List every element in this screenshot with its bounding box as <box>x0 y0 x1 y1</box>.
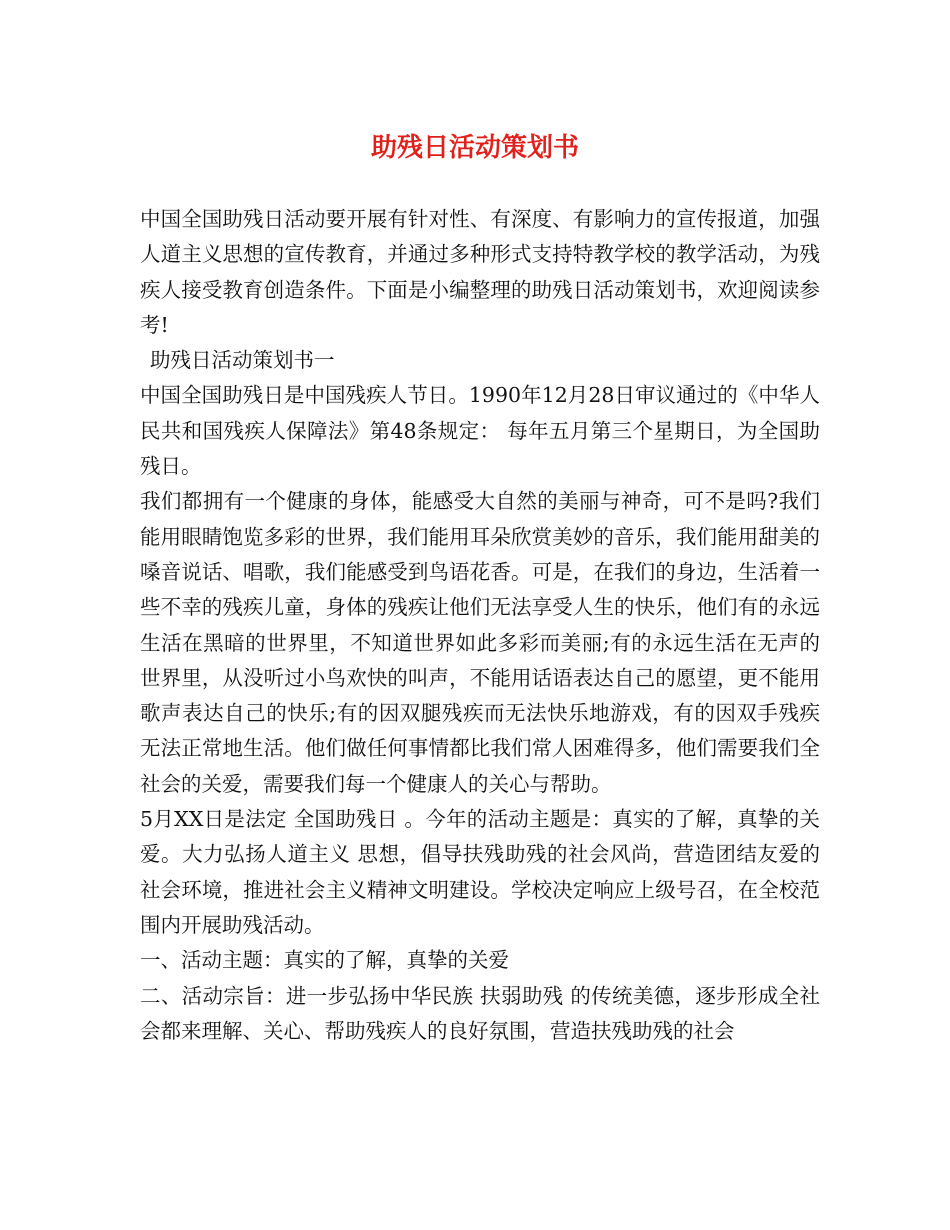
paragraph-activity-theme: 一、活动主题：真实的了解，真挚的关爱 <box>140 948 509 973</box>
paragraph-healthy-body: 我们都拥有一个健康的身体，能感受大自然的美丽与神奇，可不是吗?我们能用眼睛饱览多彩的世界，我们能用耳朵欣赏美妙的音乐，我们能用甜美的嗓音说话、唱歌，我们能感受到鸟语花香。可是，在我们的身边，生活着一些不幸的残疾儿童，身体的残疾让他们无法享受人生的快乐，他们有的永远生活在黑暗的世界里，不知道世界如此多彩而美丽;有的永远生活在无声的世界里，从没听过小鸟欢快的叫声，不能用话语表达自己的愿望，更不能用歌声表达自己的快乐;有的因双腿残疾而无法快乐地游戏，有的因双手残疾无法正常地生活。他们做任何事情都比我们常人困难得多，他们需要我们全社会的关爱，需要我们每一个健康人的关心与帮助。 <box>140 489 820 796</box>
paragraph-activity-purpose: 二、活动宗旨：进一步弘扬中华民族 扶弱助残 的传统美德，逐步形成全社会都来理解、关心、帮助残疾人的良好氛围，营造扶残助残的社会 <box>140 983 820 1043</box>
document-title: 助残日活动策划书 <box>370 133 579 163</box>
paragraph-activity-intro: 5月XX日是法定 全国助残日 。今年的活动主题是：真实的了解，真挚的关爱。大力弘扬人道主义 思想，倡导扶残助残的社会风尚，营造团结友爱的社会环境，推进社会主义精神文明建设。学校决定响应上级号召，在全校范围内开展助残活动。 <box>140 807 820 937</box>
document-body <box>140 202 820 1049</box>
intro-paragraph: 中国全国助残日活动要开展有针对性、有深度、有影响力的宣传报道，加强人道主义思想的宣传教育，并通过多种形式支持特教学校的教学活动，为残疾人接受教育创造条件。下面是小编整理的助残日活动策划书，欢迎阅读参考! <box>140 207 820 337</box>
paragraph-festival: 中国全国助残日是中国残疾人节日。1990年12月28日审议通过的《中华人民共和国残疾人保障法》第48条规定： 每年五月第三个星期日，为全国助残日。 <box>140 383 820 479</box>
section-heading: 助残日活动策划书一 <box>150 348 335 373</box>
